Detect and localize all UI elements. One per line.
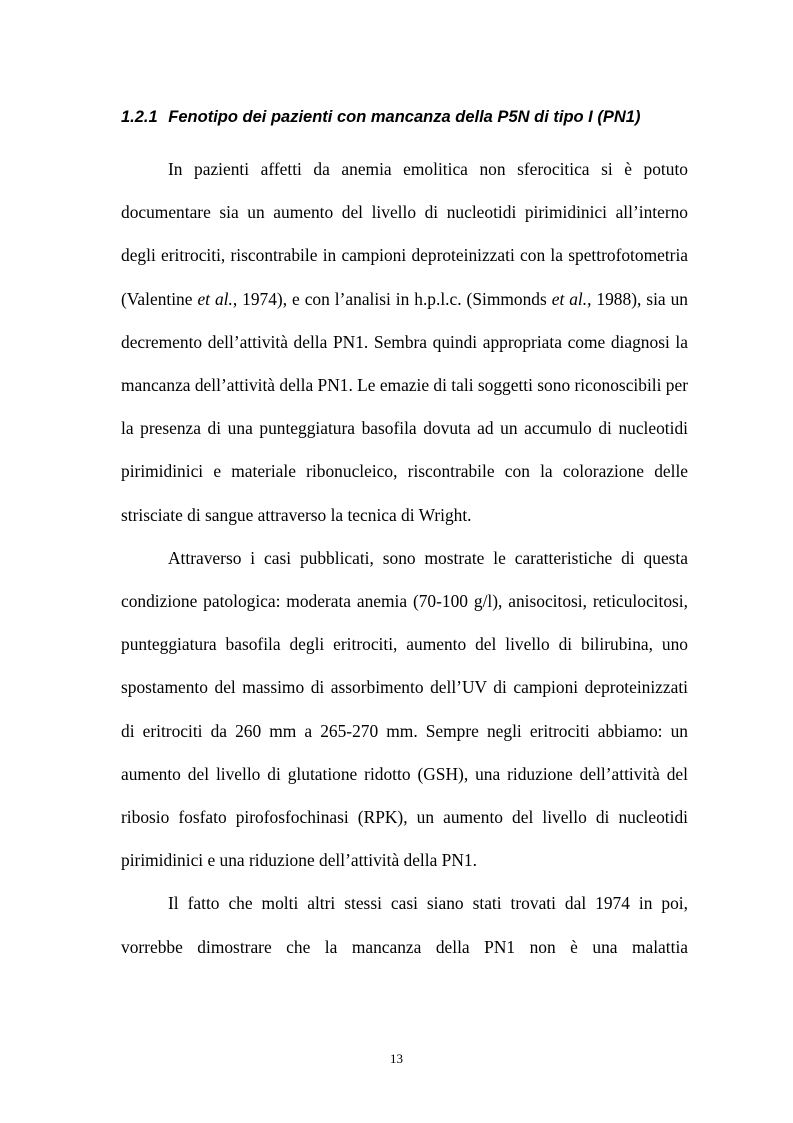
paragraph-3 bbox=[121, 882, 688, 968]
paragraph-2 bbox=[121, 537, 688, 883]
section-number: 1.2.1 bbox=[121, 108, 158, 126]
body-text bbox=[121, 148, 688, 969]
text-run: , 1988), sia un decremento dell’attività della PN1. Sembra quindi appropriata come diagnosi la mancanza dell’attività della PN1. Le emazie di tali soggetti sono riconoscibili per la presenza di una punteggiatura basofila dovuta ad un accumulo di nucleotidi pirimidinici e materiale ribonucleico, riscontrabile con la colorazione delle strisciate di sangue attraverso la tecnica di Wright. bbox=[121, 288, 688, 525]
section-heading bbox=[121, 106, 691, 128]
text-run: Il fatto che molti altri stessi casi siano stati trovati dal 1974 in poi, vorrebbe dimostrare che la mancanza della PN1 non è una malattia bbox=[121, 893, 688, 957]
text-run: Attraverso i casi pubblicati, sono mostrate le caratteristiche di questa condizione patologica: moderata anemia (70-100 g/l), anisocitosi, reticulocitosi, punteggiatura basofila degli eritrociti, aumento del livello di bilirubina, uno spostamento del massimo di assorbimento dell’UV di campioni deproteinizzati di eritrociti da 260 mm a 265-270 mm. Sempre negli eritrociti abbiamo: un aumento del livello di glutatione ridotto (GSH), una riduzione dell’attività del ribosio fosfato pirofosfochinasi (RPK), un aumento del livello di nucleotidi pirimidinici e una riduzione dell’attività della PN1. bbox=[121, 547, 688, 871]
text-run: , 1974), e con l’analisi in h.p.l.c. (Simmonds bbox=[232, 288, 552, 309]
page-number: 13 bbox=[390, 1051, 403, 1066]
section-title: Fenotipo dei pazienti con mancanza della P5N di tipo I (PN1) bbox=[168, 108, 641, 126]
text-run-italic: et al. bbox=[197, 288, 233, 309]
text-run: In pazienti affetti da anemia emolitica non sferocitica si è potuto documentare sia un aumento del livello di nucleotidi pirimidinici all’interno degli eritrociti, riscontrabile in campioni deproteinizzati con la spettrofotometria (Valentine bbox=[121, 159, 688, 309]
text-run-italic: et al. bbox=[551, 288, 588, 309]
paragraph-1 bbox=[121, 148, 688, 537]
